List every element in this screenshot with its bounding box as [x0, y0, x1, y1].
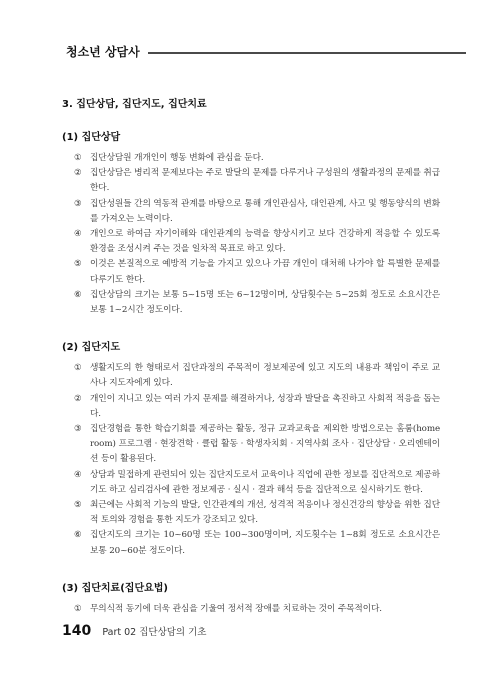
item-text: 집단성원들 간의 역동적 관계를 바탕으로 통해 개인관심사, 대인관계, 사고 및 행동양식의 변화를 가져오는 노력이다.: [90, 198, 440, 224]
subsection-group-therapy: [62, 579, 440, 617]
item-number: ⑤: [74, 500, 82, 511]
item-text: 생활지도의 한 형태로서 집단과정의 주목적이 정보제공에 있고 지도의 내용과 책임이 주로 교사나 지도자에게 있다.: [90, 363, 440, 389]
item-number: ①: [74, 363, 82, 374]
item-list: [62, 361, 440, 559]
list-item: [62, 288, 440, 318]
item-text: 집단상담원 개개인이 행동 변화에 관심을 둔다.: [90, 153, 264, 163]
subsection-group-counseling: [62, 128, 440, 318]
item-number: ②: [74, 168, 82, 179]
page-footer: [62, 620, 206, 639]
list-item: [62, 468, 440, 498]
item-text: 상담과 밀접하게 관련되어 있는 집단지도로서 교육이나 직업에 관한 정보를 집단적으로 제공하기도 하고 심리검사에 관한 정보제공 · 실시 · 결과 해석 등을 집단적으로 실시하기도 한다.: [90, 469, 441, 495]
item-text: 개인으로 하여금 자기이해와 대인관계의 능력을 향상시키고 보다 건강하게 적응할 수 있도록 환경을 조성시켜 주는 것을 일차적 목표로 하고 있다.: [90, 229, 440, 255]
list-item: [62, 498, 440, 528]
item-text: 집단상담은 병리적 문제보다는 주로 발달의 문제를 다루거나 구성원의 생활과정의 문제를 취급한다.: [90, 168, 441, 194]
item-number: ①: [74, 603, 82, 614]
subsection-title: (2) 집단지도: [62, 342, 121, 354]
subsection-title: (1) 집단상담: [62, 132, 121, 143]
item-number: ③: [74, 424, 82, 435]
list-item: [62, 151, 440, 166]
item-list: [62, 151, 440, 318]
item-number: ⑤: [74, 259, 82, 270]
item-list: [62, 602, 440, 617]
page-body: [62, 95, 440, 637]
item-text: 최근에는 사회적 기능의 발달, 인간관계의 개선, 성격적 적응이나 정신건강의 향상을 위한 집단적 토의와 경험을 통한 지도가 강조되고 있다.: [90, 500, 440, 526]
list-item: [62, 197, 440, 227]
item-number: ②: [74, 393, 82, 404]
list-item: [62, 528, 440, 558]
section-title: 3. 집단상담, 집단지도, 집단치료: [62, 99, 207, 110]
item-text: 집단지도의 크기는 10~60명 또는 100~300명이며, 지도횟수는 1~8회 정도로 소요시간은 보통 20~60분 정도이다.: [90, 530, 440, 556]
item-text: 무의식적 동기에 더욱 관심을 기울여 정서적 장애를 치료하는 것이 주목적이다.: [90, 603, 382, 614]
item-number: ③: [74, 198, 82, 209]
item-text: 집단상담의 크기는 보통 5~15명 또는 6~12명이며, 상담횟수는 5~25회 정도로 소요시간은 보통 1~2시간 정도이다.: [90, 289, 440, 316]
item-number: ①: [74, 153, 82, 163]
running-header: [0, 0, 500, 80]
item-number: ④: [74, 469, 82, 480]
item-number: ⑥: [74, 530, 82, 541]
list-item: [62, 602, 440, 617]
list-item: [62, 392, 440, 422]
list-item: [62, 257, 440, 287]
subsection-group-guidance: [62, 338, 440, 559]
list-item: [62, 422, 440, 468]
item-number: ⑥: [74, 289, 82, 300]
list-item: [62, 361, 440, 391]
item-text: 이것은 본질적으로 예방적 기능을 가지고 있으나 가끔 개인이 대처해 나가야 할 특별한 문제를 다루기도 한다.: [90, 259, 440, 285]
list-item: [62, 227, 440, 257]
item-number: ④: [74, 229, 82, 240]
item-text: 개인이 지니고 있는 여러 가지 문제를 해결하거나, 성장과 발달을 촉진하고 사회적 적응을 돕는다.: [90, 393, 440, 419]
header-tab: [62, 41, 148, 61]
running-head-title: 청소년 상담사: [66, 45, 140, 59]
page-number: 140: [62, 623, 92, 639]
item-text: 집단경험을 통한 학습기회를 제공하는 활동, 정규 교과교육을 제외한 방법으로는 홈룸(home room) 프로그램 · 현장견학 · 클럽 활동 · 학생자치회 · 지역사회 조사 · 집단상담 · 오리엔테이션 등이 활용된다.: [90, 424, 440, 465]
list-item: [62, 166, 440, 196]
footer-part-title: Part 02 집단상담의 기초: [102, 627, 207, 638]
subsection-title: (3) 집단치료(집단요법): [62, 582, 169, 594]
